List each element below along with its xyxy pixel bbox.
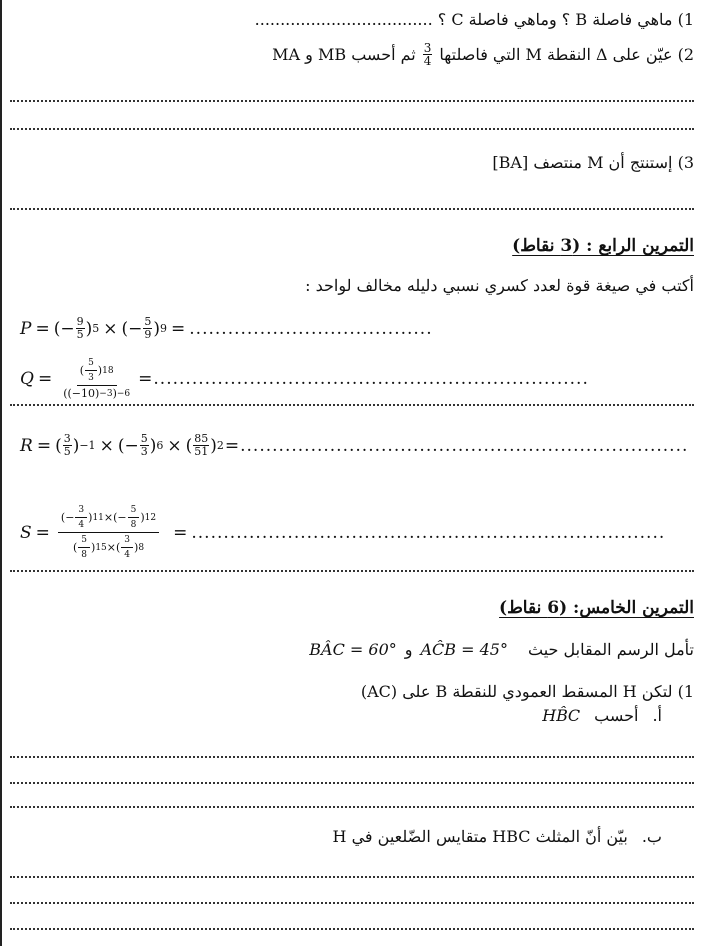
s-exponent: 11 (92, 512, 104, 523)
s-answer-dots: .......................................................................... (191, 522, 666, 543)
num: 3 (121, 534, 133, 548)
answer-line (10, 404, 694, 406)
r-exponent-2: 6 (156, 439, 164, 452)
q-outer-exponent: −6 (116, 388, 131, 399)
answer-line (10, 756, 694, 758)
num: 85 (194, 432, 209, 445)
r-fraction-3 (193, 433, 209, 458)
r-answer-dots: ...................................................................... (240, 435, 689, 456)
p-fraction-2 (143, 316, 152, 341)
r-label: R (20, 435, 33, 456)
answer-line (10, 806, 694, 808)
answer-line (10, 208, 694, 210)
p-fraction-1 (76, 316, 85, 341)
question-2-text-a: 2) عيّن على Δ النقطة M التي فاصلتها (439, 45, 694, 64)
num: 9 (76, 315, 84, 328)
question-2-fraction (423, 42, 433, 67)
p-label: P (20, 318, 32, 339)
r-exponent-3: 2 (216, 439, 224, 452)
exercise-5-q1b (333, 827, 662, 846)
r-exponent-1: −1 (79, 439, 96, 452)
p-answer-dots: ...................................... (189, 318, 433, 339)
expression-q: Q = ( $\frac{5}{3}$ ) 18 ((−10) −3 ) −6 = .................................................................... (20, 358, 589, 400)
den: 8 (81, 550, 88, 560)
q1b-text: بيّن أنّ المثلث HBC متقايس الضّلعين في H (332, 827, 628, 846)
den: 4 (124, 550, 131, 560)
q-inner-exponent: −3 (99, 388, 113, 399)
angle-acb: AĈB = 45° (420, 640, 508, 659)
num: 3 (75, 504, 87, 518)
expression-s: S = (− $\frac{3}{4}$ ) 11 ×(− $\frac{5}{8}$ ) 12 ( $\frac{5}{8}$ ) 15 ×( $\frac{3}{4}$ ) 8 = .......................................................................... (20, 505, 666, 560)
p-exponent-1: 5 (92, 322, 100, 335)
q-numerator-exponent: 18 (102, 365, 114, 376)
q-fraction: ( $\frac{5}{3}$ ) 18 ((−10) −3 ) −6 (63, 358, 131, 400)
question-2-text-b: ثم أحسب MB و MA (272, 45, 416, 64)
den: 5 (76, 328, 84, 341)
den: 3 (88, 373, 94, 383)
r-fraction-1 (63, 433, 72, 458)
q-answer-dots: .................................................................... (153, 368, 589, 389)
num: 5 (78, 534, 90, 548)
expression-p: P = (− $\frac{9}{5}$ ) 5 × (− $\frac{5}{9}$ ) 9 = ...................................... (20, 315, 433, 341)
exercise-5-q1a (542, 706, 662, 725)
den: 4 (78, 520, 85, 530)
s-exponent: 15 (95, 542, 107, 553)
q1a-label: أ. (652, 706, 662, 725)
den: 9 (144, 328, 152, 341)
num: 5 (85, 357, 97, 371)
num: 3 (63, 432, 71, 445)
num: 5 (128, 504, 140, 518)
answer-line (10, 128, 694, 130)
question-3: 3) إستنتج أن M منتصف [BA] (492, 153, 694, 172)
exercise-4-instruction: أكتب في صيغة قوة لعدد كسري نسبي دليله مخالف لواحد : (305, 276, 694, 295)
den: 8 (130, 520, 137, 530)
den: 3 (140, 445, 148, 458)
answer-line (10, 782, 694, 784)
den: 51 (194, 445, 209, 458)
question-1: 1) ماهي فاصلة B ؟ وماهي فاصلة C ؟ ................................... (254, 10, 694, 29)
angle-bac: BÂC = 60° (309, 640, 397, 659)
answer-line (10, 100, 694, 102)
q-label: Q (20, 368, 34, 389)
expression-r: R = ( $\frac{3}{5}$ ) −1 × (− $\frac{5}{3}$ ) 6 × ( $\frac{85}{51}$ ) 2 = ...................................................................... (20, 432, 689, 458)
q1a-text: أحسب (594, 706, 639, 725)
q-denominator-base: ((−10) (63, 387, 100, 400)
fraction-numerator: 3 (423, 41, 432, 55)
fraction-denominator: 4 (423, 54, 432, 68)
answer-line (10, 876, 694, 878)
answer-line (10, 928, 694, 930)
q1a-angle: HB̂C (542, 706, 581, 725)
given-text: تأمل الرسم المقابل حيث (527, 640, 694, 659)
answer-line (10, 902, 694, 904)
q1b-label: ب. (641, 827, 662, 846)
s-exponent: 8 (138, 542, 145, 553)
s-label: S (20, 522, 32, 543)
exercise-5-given (309, 640, 694, 659)
p-exponent-2: 9 (160, 322, 168, 335)
exercise-5-title: التمرين الخامس: (6 نقاط) (499, 598, 694, 618)
s-fraction: (− $\frac{3}{4}$ ) 11 ×(− $\frac{5}{8}$ ) 12 ( $\frac{5}{8}$ ) 15 ×( $\frac{3}{4}$ ) 8 (58, 504, 159, 561)
num: 5 (144, 315, 152, 328)
exercise-4-title: التمرين الرابع : (3 نقاط) (512, 236, 694, 256)
den: 5 (63, 445, 71, 458)
r-fraction-2 (140, 433, 149, 458)
exercise-5-q1: 1) لتكن H المسقط العمودي للنقطة B على (AC) (360, 682, 694, 701)
question-2 (272, 42, 694, 67)
num: 5 (140, 432, 148, 445)
and-word: و (404, 640, 413, 659)
s-exponent: 12 (144, 512, 157, 523)
answer-line (10, 570, 694, 572)
